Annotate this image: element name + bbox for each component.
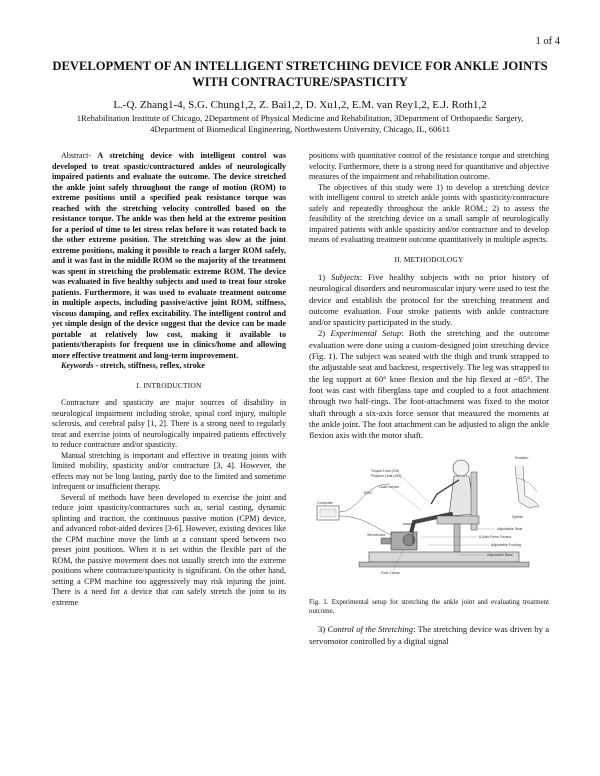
label-splints: Splints [512, 515, 523, 520]
seat [437, 516, 479, 524]
subjects-prefix: 1) [318, 272, 332, 282]
setup-text: : Both the stretching and the outcome evaluation were done using a custom-designed joint stretching device (Fig. 1). The subject was seated with the thigh and trunk strapped to the adjustable seat and backrest, respectively. The leg was strapped to the leg support at 60° knee flexion and the hip flexed at ~85°. The foot was cast with fiberglass tape and coupled to a foot attachment through two half-rings. The foot-attachment was fixed to the motor shaft through a six-axis force sensor that measured the moments at the ankle joint. The foot attachment can be adjusted to align the ankle flexion axis with the motor shaft. [309, 328, 549, 441]
label-torque-limit: Torque Limit (ON) [371, 469, 400, 474]
abstract [52, 151, 286, 361]
control-label: Control of the Stretching [327, 624, 414, 635]
abstract-text: A stretching device with intelligent control was developed to treat spastic/contractured ankles of neurologically impaired patients and evaluate the outcome. The device stretched the ankle joint safely throughout the range of motion (ROM) to extreme positions until a specified peak resistance torque was reached with the stretching velocity controlled based on the resistance torque. The ankle was then held at the extreme position for a period of time to let stress relax before it was rotated back to the other extreme position. The stretching was slow at the joint extreme positions, making it possible to reach a larger ROM safely, and it was fast in the middle ROM so the majority of the treatment was spent in stretching the problematic extreme ROM. The device was evaluated in five healthy subjects and used to treat four stroke patients. Furthermore, it was used to evaluate treatment outcome in multiple aspects, including passive/active joint ROM, stiffness, viscous damping, and reflex excitability. The intelligent control and yet simple design of the device suggest that the device can be made portable at relatively low cost, making it available to patients/therapists for frequent use in clinics/home and allowing more effective treatment and long-term improvement. [52, 151, 287, 360]
figure-1 [309, 444, 549, 592]
control-paragraph [309, 624, 549, 647]
right-column [309, 151, 549, 647]
affiliations: 1Rehabilitation Institute of Chicago, 2Department of Physical Medicine and Rehabilitation, 3Department of Orthopaedic Sargery, 4Department of Biomedical Engineering, Northwestern University, Chicago, IL, 60611 [76, 113, 524, 134]
left-column [52, 151, 286, 608]
keywords-label: Keywords [61, 361, 94, 370]
abstract-lead: Abstract- [61, 151, 92, 160]
figure-caption: Fig. 1. Experimental setup for stretching the ankle joint and evaluating treatment outcome. [309, 599, 549, 616]
label-servomotor: Servomotor [367, 533, 386, 538]
person-head [453, 460, 469, 476]
keywords [52, 361, 286, 372]
subjects-paragraph [309, 272, 549, 328]
label-adjustable-footing: Adjustable Footing [491, 543, 521, 548]
control-text: : The stretching device was driven by a servomotor controlled by a digital signal [309, 624, 550, 646]
label-position-limit: Position Limit (ON) [371, 474, 402, 479]
subjects-text: : Five healthy subjects with no prior history of neurological disorders and neuromuscular injury were used to test the device and establish the protocol for the stretching treatment and outcome evaluation. Four stroke patients with ankle contracture and/or spasticity participated in the study. [309, 272, 549, 328]
control-prefix: 3) [318, 624, 328, 635]
right-paragraph-2: The objectives of this study were 1) to develop a stretching device with intelligent control to stretch ankle joints with spasticity/contracture safely and repeatedly throughout the ankle ROM.; 2) to assess the feasibility of the stretching device on a small sample of neurologically impaired patients with ankle spasticity and/or contracture and to develop means of evaluating treatment outcome quantitatively in multiple aspects. [309, 182, 549, 244]
setup-label: Experimental Setup [330, 328, 402, 339]
setup-prefix: 2) [318, 328, 331, 339]
page-number: 1 of 4 [535, 36, 560, 47]
methods-heading: II. METHODOLOGY [394, 254, 464, 264]
label-computer: Computer [317, 501, 333, 506]
author-list: L.-Q. Zhang1-4, S.G. Chung1,2, Z. Bai1,2, D. Xu1,2, E.M. van Rey1,2, E.J. Roth1,2 [113, 99, 487, 111]
intro-heading: I. INTRODUCTION [136, 380, 202, 390]
right-paragraph-1: positions with quantitative control of the resistance torque and stretching velocity. Furthermore, there is a strong need for quantitative and objective measures of the impairment and rehabilitation outcome. [309, 151, 549, 181]
keywords-text: - stretch, stiffness, reflex, stroke [93, 361, 205, 370]
subjects-label: Subjects [331, 272, 360, 282]
intro-paragraph-3: Several of methods have been developed to exercise the joint and reduce joint spasticity/contractures such as, serial casting, dynamic splinting and traction, the continuous passive motion (CPM) device, and advanced robot-aided devices [3-6]. However, existing devices like the CPM machine move the limb at a constant speed between two preset joint positions. When it is set within the flexible part of the ROM, the passive movement does not usually stretch into the extreme positions where contracture/spasticity is significant. On the other hand, setting a CPM machine too aggressively may risk injuring the joint. There is a need for a device that can safely stretch the joint to its extreme [52, 492, 286, 607]
label-adjustable-seat: Adjustable Seat [497, 527, 523, 532]
setup-paragraph [309, 328, 549, 441]
label-rotation: Rotation [515, 456, 529, 461]
intro-paragraph-1: Contracture and spasticity are major sources of disability in neurological impairment including stroke, spinal cord injury, multiple sclerosis, and cerebral palsy [1, 2]. There is a strong need to regularly treat and exercise joints of neurologically impaired patients effectively to reduce contracture and/or spasticity. [52, 398, 286, 449]
splint-inset [515, 466, 539, 508]
stretching-device-illustration [309, 444, 549, 592]
label-foot-clamp: Foot Clamp [381, 571, 400, 576]
intro-paragraph-2: Manual stretching is important and effective in treating joints with limited mobility, spasticity and/or contracture [3, 4]. However, the effects may not be long lasting, partly due to the limited and sometime infrequent or insufficient therapy. [52, 450, 286, 491]
label-emg: EMG [364, 491, 373, 496]
label-six-axis: 6-Axis Force Sensor [479, 535, 512, 540]
paper-title: DEVELOPMENT OF AN INTELLIGENT STRETCHING DEVICE FOR ANKLE JOINTS WITH CONTRACTURE/SPASTICITY [52, 59, 548, 89]
label-adjustable-base: Adjustable Base [487, 553, 513, 558]
label-load-sensor: Load Sensor [379, 485, 400, 490]
